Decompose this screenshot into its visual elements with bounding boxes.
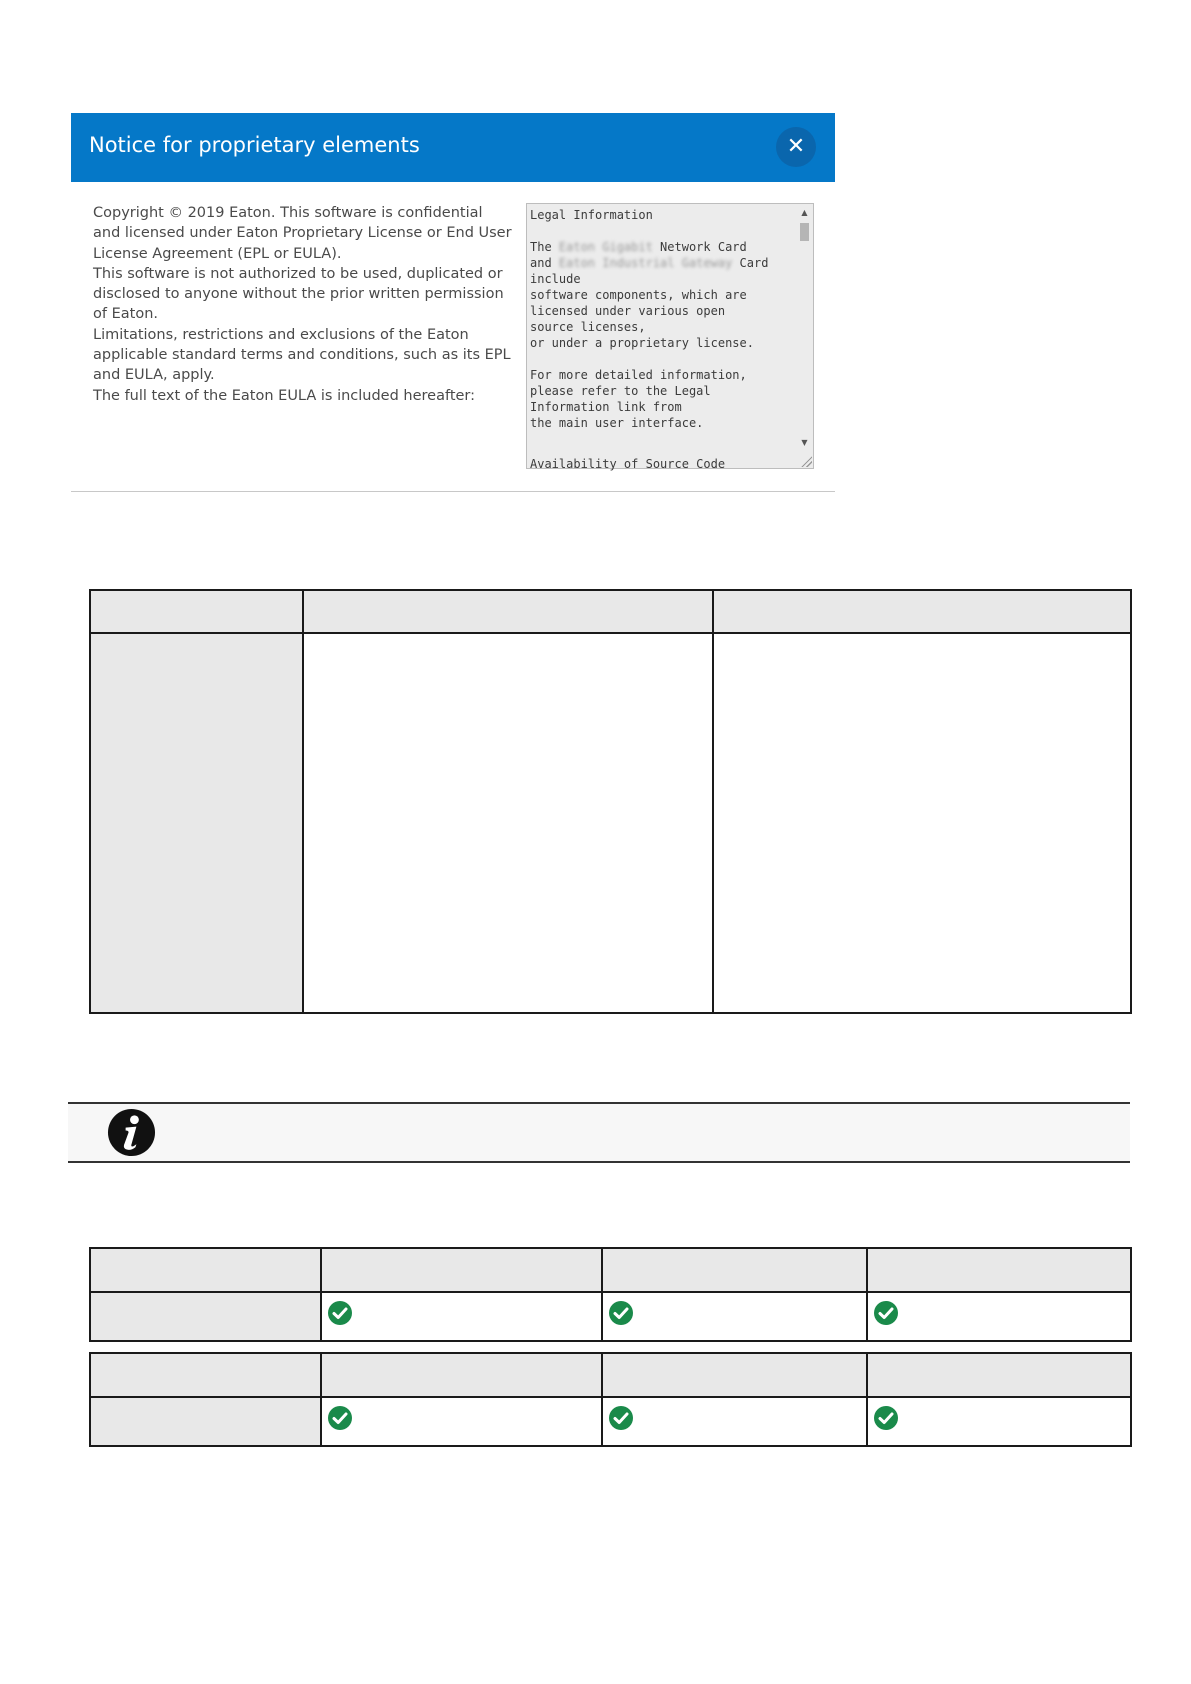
blurred-product-name: Eaton Industrial Gateway bbox=[558, 256, 733, 270]
notice-paragraph-copyright: Copyright © 2019 Eaton. This software is confidential and licensed under Eaton Proprietary License or End User License Agreement (EPL or EULA). bbox=[93, 205, 512, 262]
legal-heading: Legal Information bbox=[530, 208, 653, 222]
table-cell bbox=[713, 633, 1131, 1013]
table-cell bbox=[303, 633, 713, 1013]
legal-body: include software components, which are licensed under various open source licenses, or under a proprietary license. For more detailed information, please refer to the Legal Information link from the main user interface. bbox=[530, 272, 754, 430]
resize-grip-icon[interactable] bbox=[800, 455, 812, 467]
notice-paragraph-authorization: This software is not authorized to be used, duplicated or disclosed to anyone without the prior written permission of Eaton. bbox=[93, 265, 504, 323]
check-icon bbox=[609, 1406, 633, 1430]
table-row bbox=[90, 1397, 1131, 1446]
close-button[interactable] bbox=[776, 127, 816, 167]
compatibility-table-1 bbox=[89, 1247, 1132, 1342]
proprietary-notice-dialog bbox=[71, 113, 835, 492]
table-cell bbox=[867, 1292, 1131, 1341]
info-note-bar bbox=[68, 1102, 1130, 1163]
check-icon bbox=[328, 1301, 352, 1325]
table-header-cell bbox=[321, 1353, 602, 1397]
table-header-cell bbox=[321, 1248, 602, 1292]
legal-information-text: Legal Information The Eaton Gigabit Network Card and Eaton Industrial Gateway Card include software components, which are licensed under various open source licenses, or under a proprietary license. For more detailed information, please refer to the Legal Information link from the main user interface. bbox=[530, 208, 769, 430]
blurred-product-name: Eaton Gigabit bbox=[558, 240, 653, 254]
description-table bbox=[89, 589, 1132, 1014]
table-header-cell bbox=[90, 1353, 321, 1397]
scroll-thumb[interactable] bbox=[800, 223, 809, 241]
table-cell bbox=[321, 1397, 602, 1446]
table-cell bbox=[90, 633, 303, 1013]
table-cell bbox=[90, 1292, 321, 1341]
table-header-cell bbox=[602, 1353, 867, 1397]
check-icon bbox=[328, 1406, 352, 1430]
check-icon bbox=[874, 1301, 898, 1325]
notice-paragraph-limitations: Limitations, restrictions and exclusions of the Eaton applicable standard terms and conditions, such as its EPL and EULA, apply. bbox=[93, 326, 511, 384]
close-icon: ✕ bbox=[786, 134, 806, 159]
table-header-cell bbox=[602, 1248, 867, 1292]
table-cell bbox=[321, 1292, 602, 1341]
scroll-up-icon[interactable]: ▲ bbox=[801, 208, 808, 217]
check-icon bbox=[874, 1406, 898, 1430]
table-header-cell bbox=[90, 1248, 321, 1292]
dialog-header bbox=[71, 113, 835, 182]
table-cell bbox=[867, 1397, 1131, 1446]
table-header-row bbox=[90, 590, 1131, 633]
legal-scrollbar[interactable] bbox=[796, 204, 813, 468]
table-header-cell bbox=[303, 590, 713, 633]
table-cell bbox=[90, 1397, 321, 1446]
table-cell bbox=[602, 1397, 867, 1446]
table-row bbox=[90, 1292, 1131, 1341]
legal-information-textarea[interactable] bbox=[526, 203, 814, 469]
table-header-row bbox=[90, 1248, 1131, 1292]
compatibility-table-2 bbox=[89, 1352, 1132, 1447]
table-header-cell bbox=[713, 590, 1131, 633]
dialog-title: Notice for proprietary elements bbox=[89, 133, 420, 157]
table-header-row bbox=[90, 1353, 1131, 1397]
notice-paragraph-eula: The full text of the Eaton EULA is included hereafter: bbox=[93, 387, 476, 404]
table-row bbox=[90, 633, 1131, 1013]
table-header-cell bbox=[90, 590, 303, 633]
notice-text bbox=[93, 203, 513, 406]
check-icon bbox=[609, 1301, 633, 1325]
scroll-down-icon[interactable]: ▼ bbox=[801, 438, 808, 447]
legal-cutoff-line: Availability of Source Code bbox=[530, 457, 726, 471]
info-icon bbox=[107, 1108, 156, 1157]
table-cell bbox=[602, 1292, 867, 1341]
table-header-cell bbox=[867, 1353, 1131, 1397]
table-header-cell bbox=[867, 1248, 1131, 1292]
